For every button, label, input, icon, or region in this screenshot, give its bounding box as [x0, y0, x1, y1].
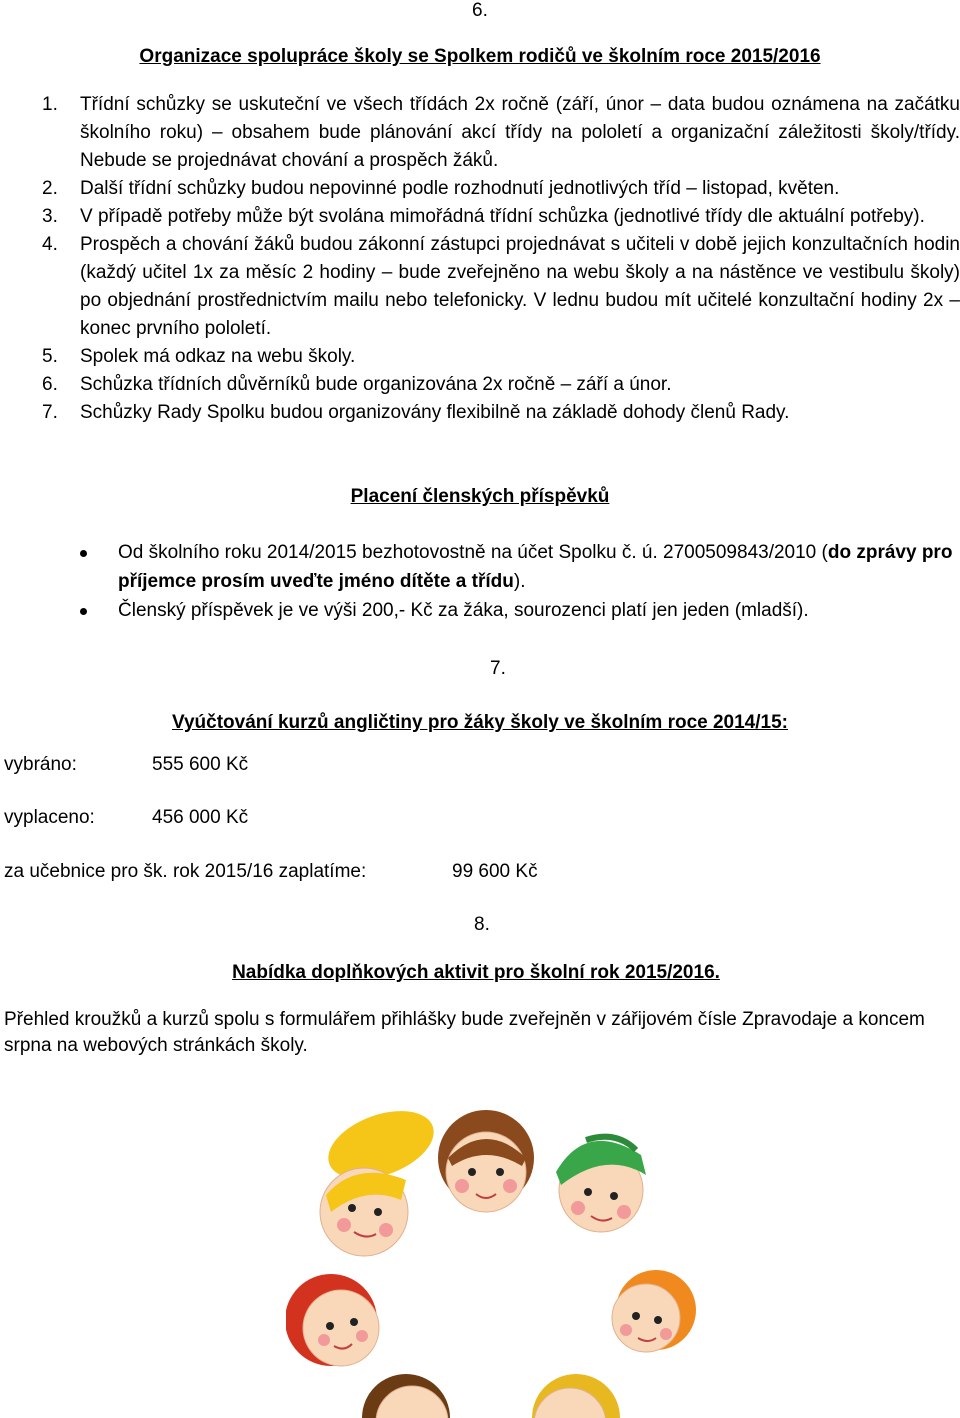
bullet-icon: [80, 538, 118, 596]
list-item: [42, 175, 960, 203]
section-heading-activities: Nabídka doplňkových aktivit pro školní rok 2015/2016.: [232, 962, 720, 983]
list-item-number: 5.: [42, 346, 58, 367]
list-item-number: 1.: [42, 94, 58, 115]
list-item-number: 6.: [42, 374, 58, 395]
list-item-number: 7.: [42, 402, 58, 423]
child-face-icon: [532, 1374, 620, 1418]
children-circle-illustration-icon: [286, 1100, 696, 1418]
list-item-text: Další třídní schůzky budou nepovinné podle rozhodnutí jednotlivých tříd – listopad, květen.: [80, 178, 840, 199]
section-number-7: 7.: [490, 658, 506, 679]
child-face-icon: [362, 1374, 450, 1418]
section-heading-cooperation: Organizace spolupráce školy se Spolkem rodičů ve školním roce 2015/2016: [139, 46, 821, 67]
bullet-text-end: ).: [513, 571, 526, 592]
list-item-number: 4.: [42, 234, 58, 255]
child-face-icon: [438, 1110, 534, 1212]
bullet-item: [80, 596, 960, 625]
fees-bullet-list: [80, 538, 960, 625]
list-item-text: Prospěch a chování žáků budou zákonní zástupci projednávat s učiteli v době jejich konzultačních hodin (každý učitel 1x za měsíc 2 hodiny – bude zveřejněno na webu školy a na nástěnce ve vestibulu školy) po objednání prostřednictvím mailu nebo telefonicky. V lednu budou mít učitelé konzultační hodiny 2x – konec prvního pololetí.: [80, 234, 960, 339]
bullet-text-plain: Od školního roku 2014/2015 bezhotovostně na účet Spolku č. ú. 2700509843/2010 (: [118, 542, 828, 563]
row-value-paid: 456 000 Kč: [152, 807, 249, 828]
section-number-6: 6.: [472, 0, 488, 21]
list-item-number: 3.: [42, 206, 58, 227]
child-face-icon: [319, 1100, 443, 1256]
child-face-icon: [612, 1270, 696, 1352]
list-item-text: Třídní schůzky se uskuteční ve všech třídách 2x ročně (září, únor – data budou oznámena na začátku školního roku) – obsahem bude plánování akcí třídy na pololetí a organizační záležitosti školy/třídy. Nebude se projednávat chování a prospěch žáků.: [80, 94, 960, 171]
list-item: [42, 203, 960, 231]
list-item: [42, 91, 960, 175]
section-number-8: 8.: [474, 914, 490, 935]
bullet-text: Členský příspěvek je ve výši 200,- Kč za žáka, sourozenci platí jen jeden (mladší).: [118, 600, 809, 621]
bullet-text: [118, 538, 960, 596]
list-item: [42, 399, 960, 427]
fees-heading: Placení členských příspěvků: [350, 486, 610, 507]
bullet-item: [80, 538, 960, 596]
activities-paragraph: Přehled kroužků a kurzů spolu s formulářem přihlášky bude zveřejněn v zářijovém čísle Zpravodaje a koncem srpna na webových stránkách školy.: [4, 1009, 925, 1056]
list-item-number: 2.: [42, 178, 58, 199]
row-value-collected: 555 600 Kč: [152, 754, 249, 775]
child-face-icon: [556, 1137, 646, 1232]
list-item-text: V případě potřeby může být svolána mimořádná třídní schůzka (jednotlivé třídy dle aktuální potřeby).: [80, 206, 925, 227]
row-value-textbooks: 99 600 Kč: [452, 861, 538, 882]
child-face-icon: [286, 1274, 379, 1366]
list-item-text: Schůzka třídních důvěrníků bude organizována 2x ročně – září a únor.: [80, 374, 672, 395]
list-item: [42, 343, 960, 371]
bullet-icon: [80, 596, 118, 625]
row-label-collected: vybráno:: [4, 754, 77, 775]
cooperation-list: [42, 91, 960, 427]
list-item: [42, 371, 960, 399]
bullet-text-bold: do zprávy pro příjemce prosím uveďte jméno dítěte a třídu: [118, 542, 953, 592]
list-item-text: Spolek má odkaz na webu školy.: [80, 346, 356, 367]
section-heading-english-courses: Vyúčtování kurzů angličtiny pro žáky školy ve školním roce 2014/15:: [172, 712, 788, 733]
list-item: [42, 231, 960, 343]
list-item-text: Schůzky Rady Spolku budou organizovány flexibilně na základě dohody členů Rady.: [80, 402, 790, 423]
row-label-paid: vyplaceno:: [4, 807, 95, 828]
row-label-textbooks: za učebnice pro šk. rok 2015/16 zaplatíme:: [4, 861, 367, 882]
